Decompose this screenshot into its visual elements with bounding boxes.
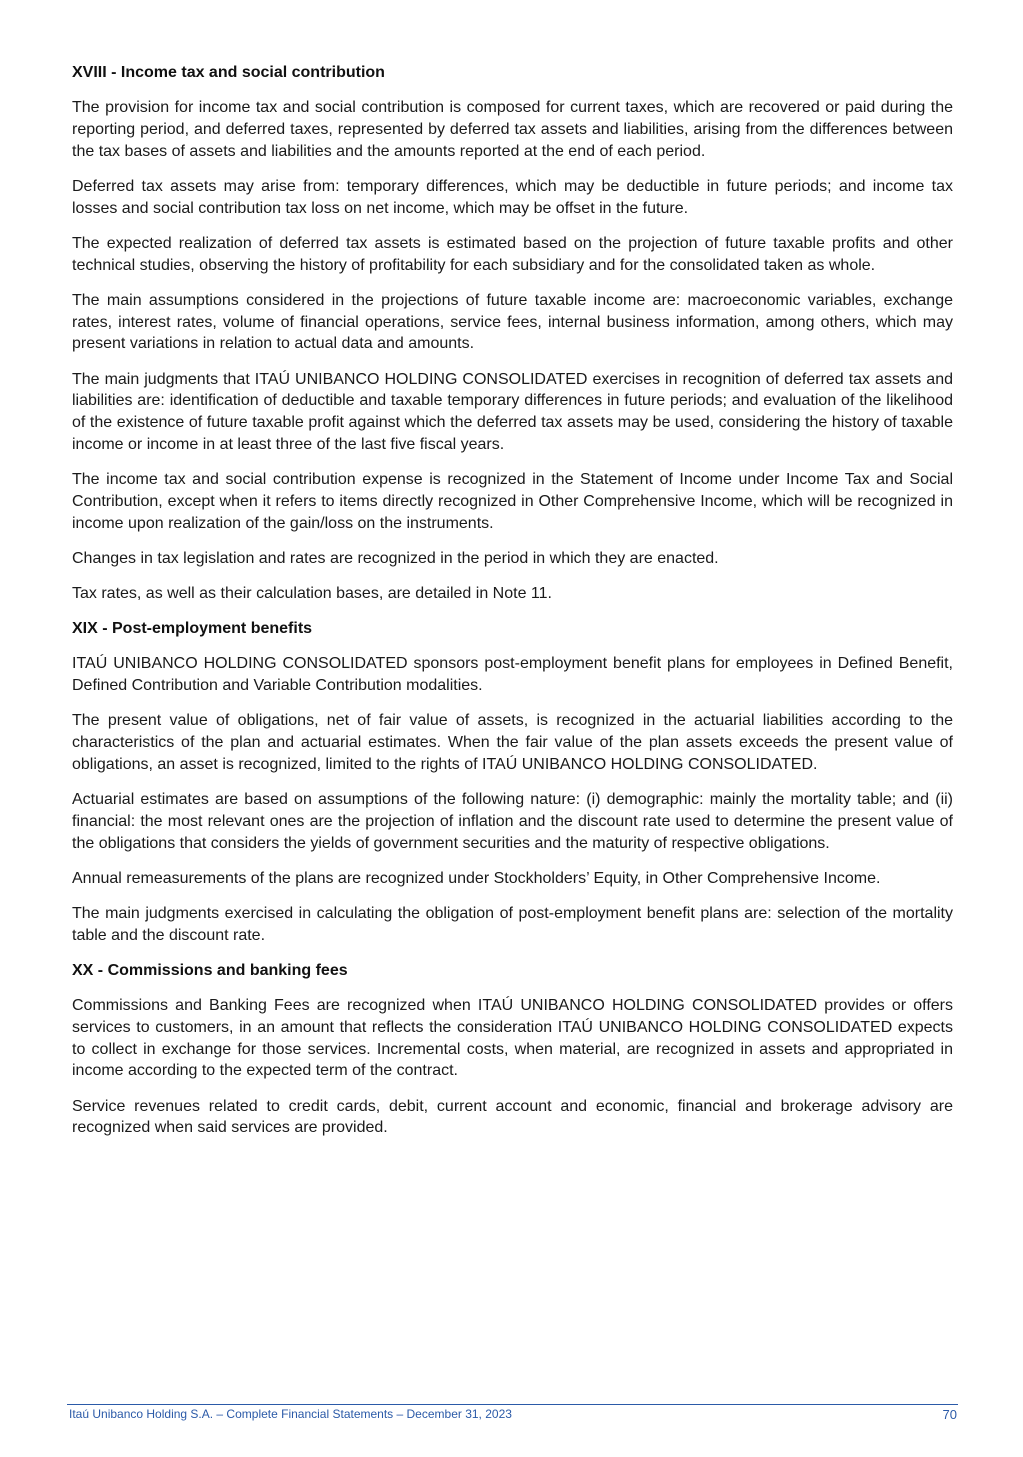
- paragraph: Commissions and Banking Fees are recognized when ITAÚ UNIBANCO HOLDING CONSOLIDATED provides or offers services to customers, in an amount that reflects the consideration ITAÚ UNIBANCO HOLDING CONSOLIDATED expects to collect in exchange for those services. Incremental costs, when material, are recognized in assets and appropriated in income according to the expected term of the contract.: [72, 996, 953, 1080]
- document-body: [72, 62, 953, 1153]
- footer-divider: [67, 1404, 958, 1405]
- section-income-tax: [72, 62, 953, 605]
- paragraph: Service revenues related to credit cards, debit, current account and economic, financial and brokerage advisory are recognized when said services are provided.: [72, 1097, 953, 1137]
- paragraph: The main assumptions considered in the projections of future taxable income are: macroeconomic variables, exchange rates, interest rates, volume of financial operations, service fees, internal business information, among others, which may present variations in relation to actual data and amounts.: [72, 291, 953, 353]
- section-commissions: [72, 960, 953, 1139]
- paragraph: Tax rates, as well as their calculation bases, are detailed in Note 11.: [72, 585, 552, 603]
- paragraph: The income tax and social contribution expense is recognized in the Statement of Income under Income Tax and Social Contribution, except when it refers to items directly recognized in Other Comprehensive Income, which will be recognized in income upon realization of the gain/loss on the instruments.: [72, 471, 953, 532]
- section-heading: XIX - Post-employment benefits: [72, 620, 313, 638]
- paragraph: Deferred tax assets may arise from: temporary differences, which may be deductible in future periods; and income tax losses and social contribution tax loss on net income, which may be offset in the future.: [72, 177, 953, 217]
- page-number: 70: [942, 1407, 957, 1422]
- paragraph: The expected realization of deferred tax assets is estimated based on the projection of future taxable profits and other technical studies, observing the history of profitability for each subsidiary and for the consolidated taken as whole.: [72, 234, 953, 274]
- section-heading: XX - Commissions and banking fees: [72, 961, 348, 979]
- paragraph: Actuarial estimates are based on assumptions of the following nature: (i) demographic: mainly the mortality table; and (ii) financial: the most relevant ones are the projection of inflation and the discount rate used to determine the present value of the obligations that considers the yields of government securities and the maturity of respective obligations.: [72, 791, 953, 852]
- paragraph: Annual remeasurements of the plans are recognized under Stockholders’ Equity, in Other Comprehensive Income.: [72, 869, 881, 887]
- section-heading: XVIII - Income tax and social contribution: [72, 64, 385, 81]
- paragraph: ITAÚ UNIBANCO HOLDING CONSOLIDATED sponsors post-employment benefit plans for employees in Defined Benefit, Defined Contribution and Variable Contribution modalities.: [72, 655, 953, 695]
- footer-document-title: Itaú Unibanco Holding S.A. – Complete Financial Statements – December 31, 2023: [69, 1407, 512, 1421]
- paragraph: The main judgments that ITAÚ UNIBANCO HOLDING CONSOLIDATED exercises in recognition of deferred tax assets and liabilities are: identification of deductible and taxable temporary differences in future periods; and evaluation of the likelihood of the existence of future taxable profit against which the deferred tax assets may be used, considering the history of taxable income or income in at least three of the last five fiscal years.: [72, 370, 953, 453]
- paragraph: The main judgments exercised in calculating the obligation of post-employment benefit plans are: selection of the mortality table and the discount rate.: [72, 905, 953, 944]
- section-post-employment: [72, 618, 953, 946]
- paragraph: The present value of obligations, net of fair value of assets, is recognized in the actuarial liabilities according to the characteristics of the plan and actuarial estimates. When the fair value of the plan assets exceeds the present value of obligations, an asset is recognized, limited to the rights of ITAÚ UNIBANCO HOLDING CONSOLIDATED.: [72, 712, 953, 773]
- paragraph: Changes in tax legislation and rates are recognized in the period in which they are enacted.: [72, 549, 719, 567]
- paragraph: The provision for income tax and social contribution is composed for current taxes, which are recovered or paid during the reporting period, and deferred taxes, represented by deferred tax assets and liabilities, arising from the differences between the tax bases of assets and liabilities and the amounts reported at the end of each period.: [72, 99, 953, 160]
